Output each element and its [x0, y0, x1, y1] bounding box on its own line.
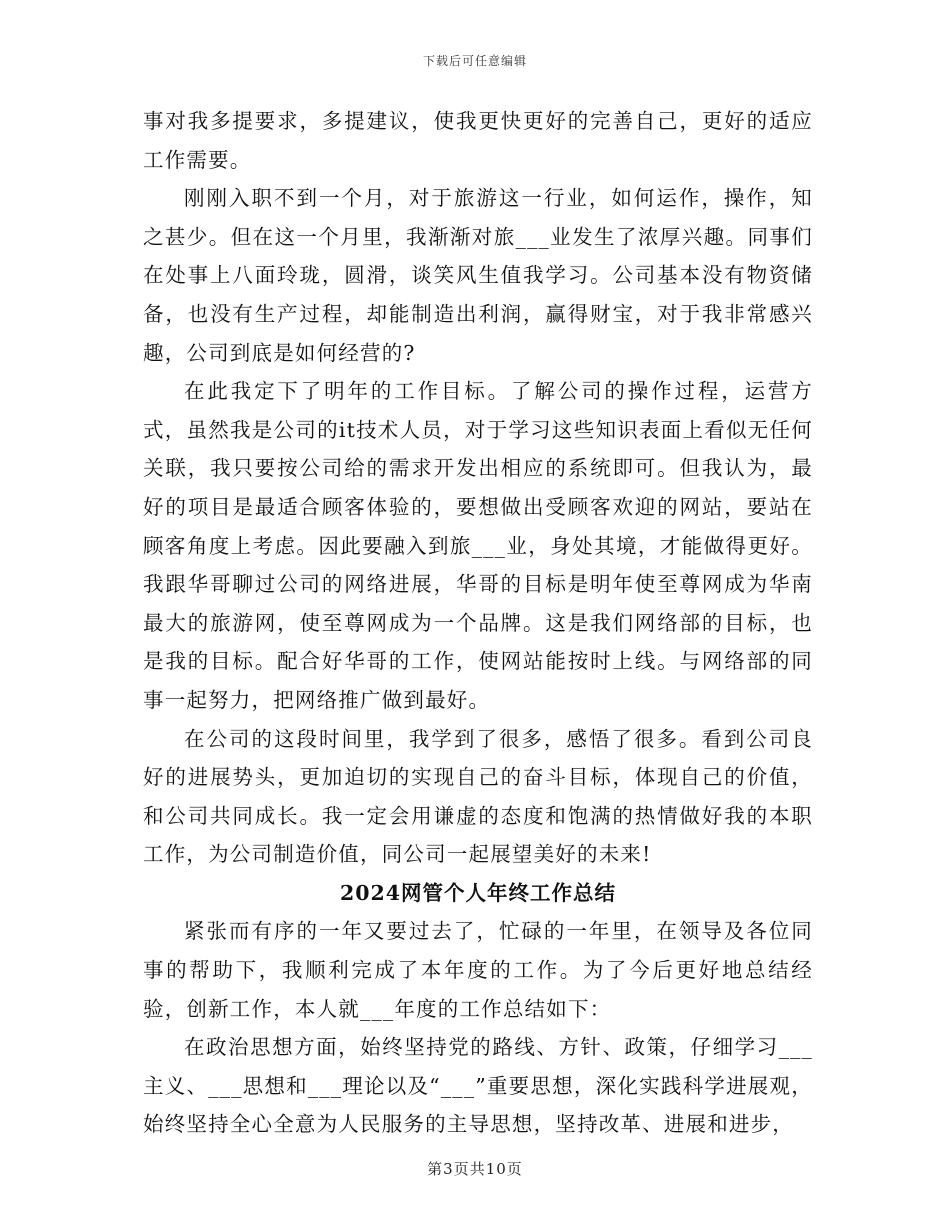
paragraph-1: 事对我多提要求，多提建议，使我更快更好的完善自己，更好的适应工作需要。 — [143, 109, 813, 172]
paragraph-2: 刚刚入职不到一个月，对于旅游这一行业，如何运作，操作，知之甚少。但在这一个月里，我渐渐对旅___业发生了浓厚兴趣。同事们在处事上八面玲珑，圆滑，谈笑风生值我学习。公司基本没有物资储备，也没有生产过程，却能制造出利润，赢得财宝，对于我非常感兴趣，公司到底是如何经营的? — [143, 186, 813, 365]
header-note: 下载后可任意编辑 — [422, 54, 527, 68]
paragraph-3: 在此我定下了明年的工作目标。了解公司的操作过程，运营方式，虽然我是公司的it技术人员，对于学习这些知识表面上看似无任何关联，我只要按公司给的需求开发出相应的系统即可。但我认为，最好的项目是最适合顾客体验的，要想做出受顾客欢迎的网站，要站在顾客角度上考虑。因此要融入到旅___业，身处其境，才能做得更好。我跟华哥聊过公司的网络进展，华哥的目标是明年使至尊网成为华南最大的旅游网，使至尊网成为一个品牌。这是我们网络部的目标，也是我的目标。配合好华哥的工作，使网站能按时上线。与网络部的同事一起努力，把网络推广做到最好。 — [143, 379, 813, 712]
paragraph-4: 在公司的这段时间里，我学到了很多，感悟了很多。看到公司良好的进展势头，更加迫切的实现自己的奋斗目标，体现自己的价值，和公司共同成长。我一定会用谦虚的态度和饱满的热情做好我的本职工作，为公司制造价值，同公司一起展望美好的未来! — [143, 726, 813, 867]
paragraph-5: 紧张而有序的一年又要过去了，忙碌的一年里，在领导及各位同事的帮助下，我顺利完成了本年度的工作。为了今后更好地总结经验，创新工作，本人就___年度的工作总结如下： — [143, 919, 813, 1021]
paragraph-6: 在政治思想方面，始终坚持党的路线、方针、政策，仔细学习___主义、___思想和___理论以及“___”重要思想，深化实践科学进展观，始终坚持全心全意为人民服务的主导思想，坚持改革、进展和进步， — [143, 1035, 813, 1137]
document-body — [143, 102, 813, 1144]
section-title: 2024网管个人年终工作总结 — [339, 880, 617, 905]
page-indicator: 第3页共10页 — [427, 1160, 523, 1178]
